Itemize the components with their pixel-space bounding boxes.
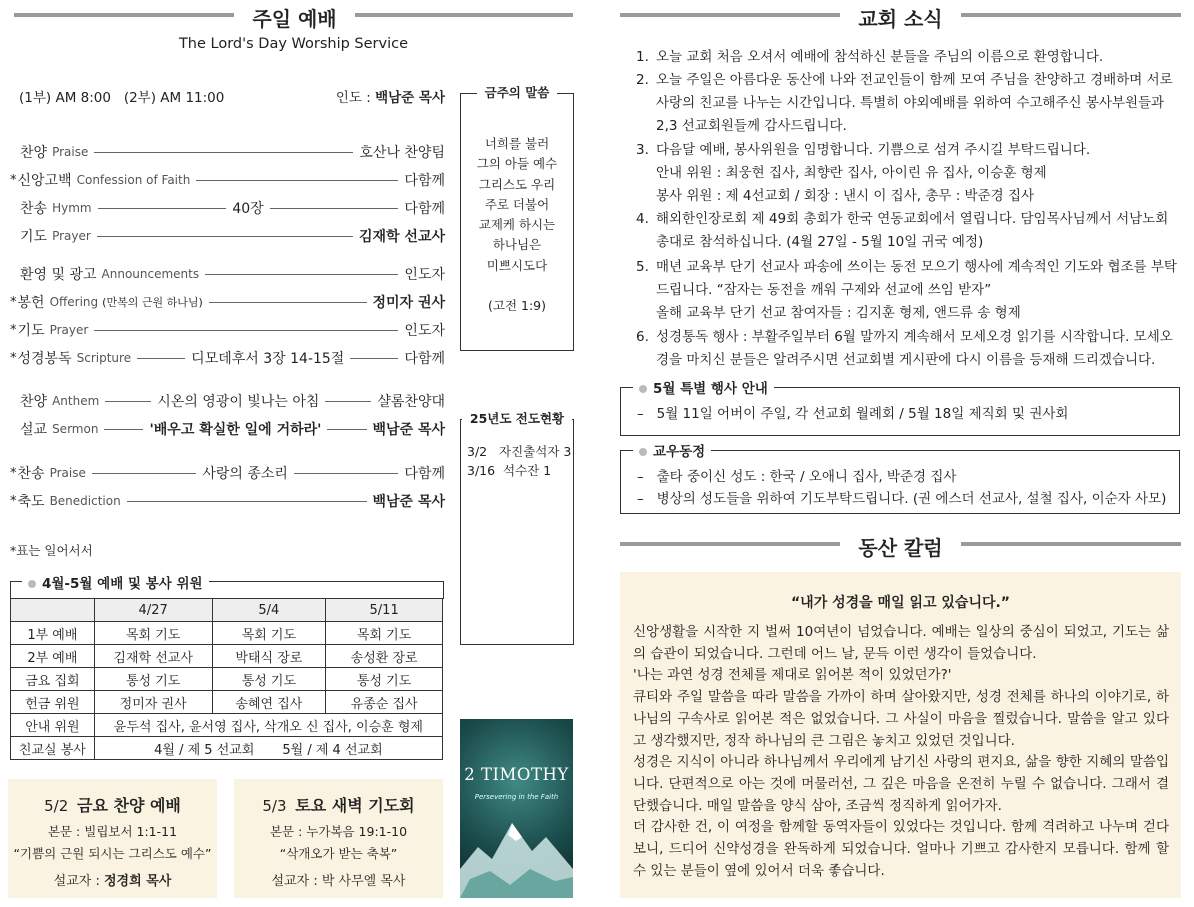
friday-quote: “기쁨의 근원 되시는 그리스도 예수” [13,846,212,861]
table-cell: 친교실 봉사 [11,737,95,760]
order-item-detail: '배우고 확실한 일에 거하라' [149,422,322,438]
order-item-en: Confession of Faith [76,173,191,187]
notice-number: 5. [636,259,649,275]
saturday-heading [234,793,443,816]
notice-number: 4. [636,211,649,227]
saturday-text: 본문 : 누가복음 19:1-10 [269,824,408,839]
bullet-dot-icon [28,580,36,588]
order-item-en: Prayer [52,229,91,243]
evangelism-box-title: 25년도 전도현황 [462,411,572,426]
verse-box [460,85,574,351]
news-rule-left [620,13,840,17]
saturday-quote: “삭개오가 받는 축복” [279,846,398,861]
order-item-en: Prayer [49,323,89,337]
members-item-1: – 출타 중이신 성도 : 한국 / 오애니 집사, 박준경 집사 [637,469,957,485]
friday-preacher: 설교자 : 정경희 목사 [53,874,172,889]
table-cell: 금요 집회 [11,668,95,691]
table-row [11,691,443,714]
notice-text: 오늘 주일은 아름다운 동산에 나와 전교인들이 함께 모여 주님을 찬양하고 경배하며 서로 사랑의 친교를 나누는 시간입니다. 특별히 야외예배를 위하여 수고해주신 봉사부원들과 2,3 선교회원들께 감사드립니다. [656,72,1173,134]
table-cell: 목회 기도 [94,622,212,645]
leader-line [92,473,196,474]
table-cell: 박태식 장로 [212,645,326,668]
order-item-kr: 축도 [17,494,45,510]
leader-line [350,358,398,359]
table-cell: 목회 기도 [212,622,326,645]
order-item-kr: 환영 및 광고 [20,267,97,283]
schedule-title-text: 4월-5월 예배 및 봉사 위원 [42,576,203,592]
order-item-detail: 사랑의 종소리 [202,466,288,482]
table-cell: 윤두석 집사, 윤서영 집사, 삭개오 신 집사, 이승훈 형제 [94,714,442,737]
standing-marker: * [10,322,17,338]
saturday-service-card [234,779,443,898]
leader-line [98,208,227,209]
schedule-header-cell: 5/11 [326,599,443,622]
notice-number: 1. [636,49,649,65]
news-rule-right [961,13,1181,17]
table-cell: 김재학 선교사 [94,645,212,668]
leader-line [196,180,398,181]
order-item-person: 다함께 [404,351,445,367]
order-item-person: 김재학 선교사 [358,229,445,245]
order-item-person: 호산나 찬양팀 [359,145,445,161]
order-item-kr: 설교 [20,422,48,438]
table-cell: 통성 기도 [326,668,443,691]
order-item-kr: 기도 [17,323,45,339]
order-item-kr: 기도 [20,229,48,245]
column-rule-left [620,542,840,546]
table-cell: 유종순 집사 [326,691,443,714]
verse-line: 미쁘시도다 [486,257,548,273]
friday-text: 본문 : 빌립보서 1:1-11 [47,824,178,839]
column-paragraph: 큐티와 주일 말씀을 따라 말씀을 가까이 하며 살아왔지만, 성경 전체를 하나의 이야기로, 하나님의 구속사로 읽어본 적은 없었습니다. 그 사실이 마음을 찔렀습니다. 말씀을 알고 있다고 생각했지만, 정작 하나님의 큰 그림은 놓치고 있었던 것입니다. [633,689,1169,749]
schedule-title [22,572,209,592]
order-item-en: Benediction [49,494,121,508]
order-item-en: Hymm [52,201,92,215]
notice-item [636,139,1181,208]
order-item-person: 정미자 권사 [372,295,445,311]
leader-line [325,401,371,402]
standing-marker: * [10,350,17,366]
notice-item [636,326,1181,372]
table-cell: 2부 예배 [11,645,95,668]
order-item [10,462,445,484]
worship-title: 주일 예배 [252,7,337,31]
order-item-person: 샬롬찬양대 [377,394,446,410]
order-item-kr: 찬송 [20,201,48,217]
leader-line [270,208,399,209]
notice-number: 6. [636,329,649,345]
book-cover-subtitle: Persevering in the Faith [474,793,559,801]
table-row [11,714,443,737]
verse-box-title: 금주의 말씀 [477,85,558,100]
order-item-person: 다함께 [404,201,445,217]
notice-text: 성경통독 행사 : 부활주일부터 6월 말까지 계속해서 모세오경 읽기를 시작합니다. 모세오경을 마치신 분들은 알려주시면 선교회별 게시판에 다시 이름을 등재해 드리겠습니다. [656,329,1173,368]
order-item-person: 인도자 [404,323,445,339]
notice-item [636,256,1181,325]
notice-number: 3. [636,142,649,158]
leader-line [209,302,367,303]
table-row [11,668,443,691]
order-item [10,263,445,285]
members-title: 교우동정 [653,444,706,460]
order-item [10,291,445,313]
mountain-icon [460,719,573,898]
may-event-item: – 5월 11일 어버이 주일, 각 선교회 월례회 / 5월 18일 제직회 및 권사회 [637,406,1069,422]
order-item-extra: (만복의 근원 하나님) [102,296,203,309]
schedule-header-row [11,599,443,622]
column-title: 동산 칼럼 [858,536,943,560]
evangelism-box [460,411,574,645]
leader-line [327,429,366,430]
book-cover-image [460,719,573,898]
bullet-dot-icon [639,385,647,393]
saturday-name: 토요 새벽 기도회 [295,796,415,815]
order-item-person: 다함께 [404,173,445,189]
order-item-detail: 디모데후서 3장 14-15절 [191,351,345,367]
order-item-kr: 찬양 [20,145,48,161]
order-item-detail: 시온의 영광이 빛나는 아침 [157,394,320,410]
verse-line: 하나님은 [492,237,542,253]
schedule-header-cell: 4/27 [94,599,212,622]
notice-text: 매년 교육부 단기 선교사 파송에 쓰이는 동전 모으기 행사에 계속적인 기도와 협조를 부탁드립니다. “잠자는 동전을 깨워 구제와 선교에 쓰임 받자” [656,259,1177,298]
leader-line [97,236,353,237]
saturday-preacher: 설교자 : 박 사무엘 목사 [271,874,406,889]
leader-label: 인도 : [335,90,376,106]
standing-marker: * [10,493,17,509]
order-item-en: Sermon [52,422,99,436]
order-item-person: 인도자 [404,267,445,283]
table-cell: 통성 기도 [94,668,212,691]
saturday-date: 5/3 [262,797,287,815]
notice-subline: 봉사 위원 : 제 4선교회 / 회장 : 낸시 이 집사, 총무 : 박준경 집사 [656,188,1035,204]
standing-marker: * [10,465,17,481]
column-heading: “내가 성경을 매일 읽고 있습니다.” [790,595,1011,611]
order-item-kr: 찬양 [20,394,48,410]
leader-line [137,358,185,359]
standing-footnote: *표는 일어서서 [10,543,93,558]
standing-marker: * [10,294,17,310]
order-item-en: Anthem [52,394,100,408]
standing-marker: * [10,172,17,188]
leader-line [294,473,398,474]
leader-line [94,330,398,331]
notice-text: 다음달 예배, 봉사위원을 임명합니다. 기쁨으로 섬겨 주시길 부탁드립니다. [656,142,1091,158]
order-item [10,418,445,440]
worship-subtitle: The Lord's Day Worship Service [178,36,409,52]
verse-line: 너희를 불러 [484,136,550,151]
title-rule-right [355,13,573,17]
members-item-2: – 병상의 성도들을 위하여 기도부탁드립니다. (권 에스더 선교사, 설철 집사, 이순자 사모) [637,491,1167,507]
news-title: 교회 소식 [858,7,943,31]
order-item [10,197,445,219]
column-body [620,572,1181,898]
leader-line [94,152,353,153]
order-item [10,347,445,369]
leader-name: 백남준 목사 [375,90,445,106]
service-times: (1부) AM 8:00 (2부) AM 11:00 [19,90,225,106]
leader-line [205,274,398,275]
table-cell: 송혜연 집사 [212,691,326,714]
title-rule-left [14,13,234,17]
column-rule-right [961,542,1181,546]
table-cell: 헌금 위원 [11,691,95,714]
table-cell: 안내 위원 [11,714,95,737]
notice-subline: 올해 교육부 단기 선교 참여자들 : 김지훈 형제, 앤드류 송 형제 [656,305,1021,321]
notice-item [636,208,1181,254]
leader-line [105,401,151,402]
order-item-en: Announcements [101,267,200,281]
friday-name: 금요 찬양 예배 [77,796,181,815]
verse-line: 주로 더불어 [484,196,550,212]
evangelism-line-1: 3/2 자진출석자 3 [467,444,572,459]
order-item-kr: 봉헌 [17,295,45,311]
column-paragraph: 더 감사한 건, 이 여정을 함께할 동역자들이 있었다는 것입니다. 함께 격려하고 나누며 걷다 보니, 드디어 신약성경을 완독하게 되었습니다. 얼마나 기쁘고 감사한지 모릅니다. 함께 할수 있는 분들이 옆에 있어서 더욱 좋습니다. [633,819,1169,879]
verse-line: 그의 아들 예수 [476,156,558,172]
schedule-header-cell [11,599,95,622]
members-box [620,444,1180,514]
bullet-dot-icon [639,448,647,456]
order-item-en: Praise [49,466,86,480]
order-item [10,390,445,412]
schedule-table [10,598,443,760]
order-item-en: Offering [49,295,99,309]
verse-ref: (고전 1:9) [488,298,546,313]
order-item-detail: 40장 [232,201,264,217]
notice-text: 해외한인장로회 제 49회 총회가 한국 연동교회에서 열립니다. 담임목사님께서 서남노회 총대로 참석하십니다. (4월 27일 - 5월 10일 귀국 예정) [656,211,1169,250]
leader [300,86,445,106]
evangelism-line-2: 3/16 석수잔 1 [467,463,552,478]
order-item-kr: 찬송 [17,466,45,482]
table-row [11,622,443,645]
column-paragraph: 성경은 지식이 아니라 하나님께서 우리에게 남기신 사랑의 편지요, 삶을 향한 지혜의 말씀입니다. 단편적으로 아는 것에 머물러선, 그 깊은 마음을 온전히 누릴 수 없습니다. 그래서 결단했습니다. 매일 말씀을 양식 삼아, 조금씩 정직하게 읽어가자. [633,754,1169,814]
table-cell: 목회 기도 [326,622,443,645]
order-item [10,490,445,512]
schedule-header-cell: 5/4 [212,599,326,622]
leader-line [104,429,143,430]
order-item [10,169,445,191]
notice-item [636,46,1181,69]
friday-heading [8,793,217,816]
may-event-title: 5월 특별 행사 안내 [653,381,768,397]
notice-subline: 안내 위원 : 최웅현 집사, 최향란 집사, 아이린 유 집사, 이승훈 형제 [656,165,1047,181]
friday-service-card [8,779,217,898]
verse-line: 그리스도 우리 [478,176,556,192]
column-paragraph: '나는 과연 성경 전체를 제대로 읽어본 적이 있었던가?' [633,667,952,684]
order-item-kr: 성경봉독 [17,351,72,367]
table-cell: 1부 예배 [11,622,95,645]
order-item-person: 백남준 목사 [372,422,446,438]
column-paragraphs [633,622,1169,882]
order-item-person: 백남준 목사 [372,494,445,510]
verse-line: 교제케 하시는 [478,217,556,233]
order-item [10,141,445,163]
book-cover-title: 2 TIMOTHY [464,765,569,784]
order-item-en: Praise [52,145,89,159]
table-row [11,737,443,760]
notice-number: 2. [636,72,649,88]
table-cell: 통성 기도 [212,668,326,691]
friday-date: 5/2 [44,797,69,815]
notice-text: 오늘 교회 처음 오셔서 예배에 참석하신 분들을 주님의 이름으로 환영합니다. [656,49,1104,65]
column-paragraph: 신앙생활을 시작한 지 벌써 10여년이 넘었습니다. 예배는 일상의 중심이 되었고, 기도는 삶의 습관이 되었습니다. 그런데 어느 날, 문득 이런 생각이 들었습니다. [633,624,1169,662]
table-cell: 정미자 권사 [94,691,212,714]
order-item-kr: 신앙고백 [17,173,72,189]
verse-lines [461,134,573,276]
order-item [10,319,445,341]
table-cell: 송성환 장로 [326,645,443,668]
table-cell: 4월 / 제 5 선교회 5월 / 제 4 선교회 [94,737,442,760]
may-event-box [620,381,1180,436]
order-item-en: Scripture [76,351,132,365]
notice-item [636,69,1181,138]
order-item [10,225,445,247]
table-row [11,645,443,668]
order-item-person: 다함께 [404,466,445,482]
leader-line [127,501,367,502]
